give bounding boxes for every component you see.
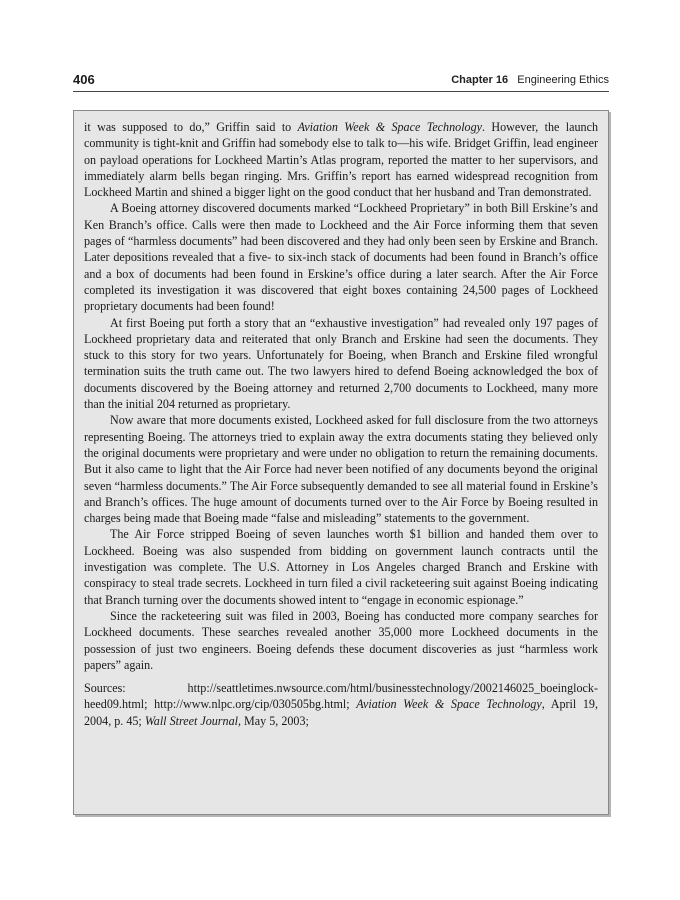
paragraph-6: Since the racketeering suit was filed in 2003, Boeing has conducted more company searches for Lockheed documents. These searches revealed another 35,000 more Lockheed documents in the possession of just two engineers. Boeing defends these document discoveries as just “harmless work papers” again. xyxy=(84,608,598,672)
page-header xyxy=(73,71,609,89)
page-number: 406 xyxy=(73,72,95,87)
paragraph-2: A Boeing attorney discovered documents marked “Lockheed Proprietary” in both Bill Erskine’s and Ken Branch’s office. Calls were then made to Lockheed and the Air Force informing them that seven pages of “harmless documents” had been discovered and they had only been seen by Erskine and Branch. Later depositions revealed that a five- to six-inch stack of documents had been found in Branch’s office and a box of documents had been found in Erskine’s office during a later search. After the Air Force completed its investigation it was discovered that eight boxes containing 24,500 pages of Lockheed proprietary documents had been found! xyxy=(84,201,598,314)
publication-title: Aviation Week & Space Technology xyxy=(297,120,483,134)
sources-text-c: , May 5, 2003; xyxy=(237,713,309,728)
sources-publication-1: Aviation Week & Space Technology xyxy=(356,697,542,712)
case-study-box xyxy=(73,110,609,815)
sources-text-b: , April 19, 2004, p. 45; xyxy=(84,697,598,728)
sources-note xyxy=(84,680,598,729)
paragraph-4: Now aware that more documents existed, Lockheed asked for full disclosure from the two attorneys representing Boeing. The attorneys tried to explain away the extra documents stating they believed only the original documents were proprietary and were under no obligation to return the remaining documents. But it also came to light that the Air Force had never been notified of any documents beyond the original seven “harmless documents.” The Air Force subsequently demanded to see all material found in Erskine’s and Branch’s offices. The huge amount of documents turned over to the Air Force by Boeing resulted in charges being made that Boeing made “false and misleading” statements to the government. xyxy=(84,413,598,526)
paragraph-3: At first Boeing put forth a story that an “exhaustive investigation” had revealed only 197 pages of Lockheed proprietary data and reiterated that only Branch and Erskine had seen the documents. They stuck to this story for two years. Unfortunately for Boeing, when Branch and Erskine filed wrongful termination suits the truth came out. The two lawyers hired to defend Boeing acknowledged the box of documents discovered by the Boeing attorney and returned 2,700 documents to Lockheed, many more than the initial 204 returned as proprietary. xyxy=(84,315,598,412)
chapter-label: Chapter 16 xyxy=(451,74,509,86)
chapter-title: Engineering Ethics xyxy=(517,74,609,86)
paragraph-5: The Air Force stripped Boeing of seven launches worth $1 billion and handed them over to Lockheed. Boeing was also suspended from bidding on government launch contracts until the investigation was complete. The U.S. Attorney in Los Angeles charged Branch and Erskine with conspiracy to steal trade secrets. Lockheed in turn filed a civil racketeering suit against Boeing indicating that Branch turning over the documents showed intent to “engage in economic espionage.” xyxy=(84,527,598,607)
running-head xyxy=(451,71,609,89)
sources-text-a: Sources: http://seattletimes.nwsource.com/html/businesstechnology/2002146025_boeinglockheed09.html; http://www.nlpc.org/cip/030505bg.html; xyxy=(84,681,598,712)
header-rule xyxy=(73,91,609,92)
paragraph-1-text-b: . However, the launch community is tight-knit and Griffin had somebody else to talk to—his wife. Bridget Griffin, lead engineer on payload operations for Lockheed Martin’s Atlas program, reported the matter to her supervisors, and immediately alarm bells began ringing. Mrs. Griffin’s report has earned widespread recognition from Lockheed Martin and shined a bigger light on the good conduct that her husband and Tran demonstrated. xyxy=(84,120,598,200)
sources-publication-2: Wall Street Journal xyxy=(144,713,238,728)
paragraph-1 xyxy=(84,119,598,200)
paragraph-1-text-a: it was supposed to do,” Griffin said to xyxy=(84,120,298,134)
